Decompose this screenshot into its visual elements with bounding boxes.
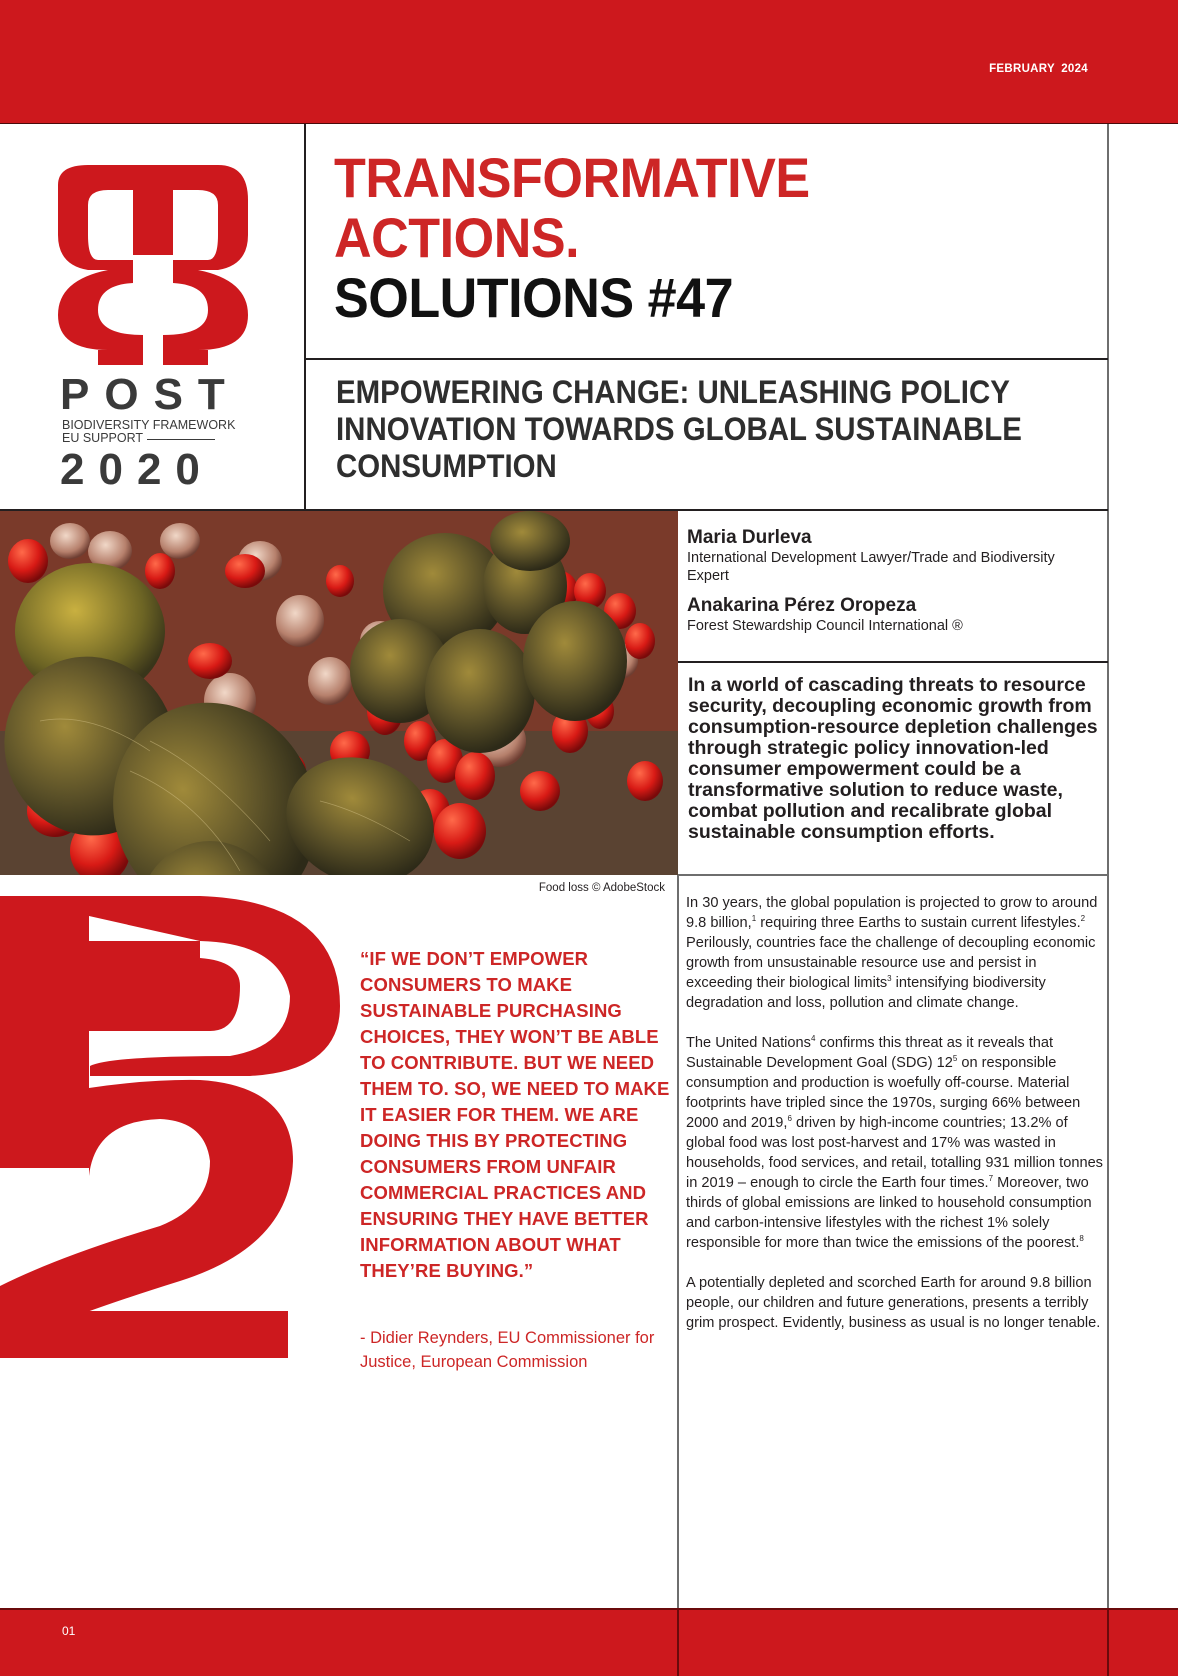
author-item [687, 527, 1097, 585]
author-list [687, 527, 1097, 645]
author-item [687, 595, 1097, 635]
logo-subline-1: BIODIVERSITY FRAMEWORK [62, 418, 236, 432]
top-banner [0, 0, 1178, 124]
divider-body-column [677, 875, 679, 1676]
page-title [334, 148, 1041, 328]
lead-paragraph: In a world of cascading threats to resource security, decoupling economic growth from consumption-resource depletion challenges through strategic policy innovation-led consumer empowerment could be a transformative solution to reduce waste, combat pollution and recalibrate global sustainable consumption efforts. [688, 674, 1098, 843]
footer-divider [677, 1608, 679, 1676]
footer-bar [0, 1608, 1178, 1676]
title-line-3: SOLUTIONS #47 [334, 266, 734, 329]
body-paragraph-3: A potentially depleted and scorched Earth for around 9.8 billion people, our children and future generations, presents a terribly grim prospect. Evidently, business as usual is no longer tenable. [686, 1275, 1101, 1331]
quote-attribution: - Didier Reynders, EU Commissioner for Justice, European Commission [360, 1329, 655, 1371]
body-paragraph-1: In 30 years, the global population is projected to grow to around 9.8 billion,$^1$ requiring three Earths to sustain current lifestyles.$^2$ Perilously, countries face the challenge of decoupling economic growth from unsustainable resource use and persist in exceeding their biological limits$^3$ intensifying biodiversity degradation and loss, pollution and climate change. [686, 895, 1098, 1011]
logo-subtitle [62, 419, 235, 445]
article-subtitle: EMPOWERING CHANGE: UNLEASHING POLICY INNOVATION TOWARDS GLOBAL SUSTAINABLE CONSUMPTION [336, 374, 1022, 484]
footnote-ref: 8 [1079, 1234, 1084, 1243]
logo-subline-2: EU SUPPORT [62, 431, 144, 445]
pull-quote: “IF WE DON’T EMPOWER CONSUMERS TO MAKE SUSTAINABLE PURCHASING CHOICES, THEY WON’T BE ABLE TO CONTRIBUTE. BUT WE NEED THEM TO. SO, WE NEED TO MAKE IT EASIER FOR THEM. WE ARE DOING THIS BY PROTECTING CONSUMERS FROM UNFAIR COMMERCIAL PRACTICES AND ENSURING THEY HAVE BETTER INFORMATION ABOUT WHAT THEY’RE BUYING.” [360, 948, 670, 1281]
divider-title-subtitle [304, 358, 1108, 360]
title-line-1: TRANSFORMATIVE [334, 146, 810, 209]
footnote-ref: 3 [887, 974, 892, 983]
footnote-ref: 1 [751, 914, 757, 923]
footer-divider [1107, 1608, 1109, 1676]
title-line-2: ACTIONS. [334, 206, 580, 269]
footnote-ref: 2 [1080, 914, 1086, 923]
footnote-ref: 5 [952, 1054, 958, 1063]
footnote-ref: 6 [787, 1114, 792, 1123]
footnote-ref: 7 [988, 1174, 994, 1183]
body-paragraph-2: The United Nations$^4$ confirms this threat as it reveals that Sustainable Development Goal (SDG) $12^5$ on responsible consumption and production is woefully off-course. Material footprints have tripled since the 1970s, surging 66% between 2000 and 2019,$^6$ driven by high-income countries; 13.2% of global food was lost post-harvest and 17% was wasted in households, food services, and retail, totalling 931 million tonnes in 2019 – enough to circle the Earth four times.$^7$ Moreover, two thirds of global emissions are linked to household consumption and carbon-intensive lifestyles with the richest 1% solely responsible for more than twice the emissions of the poorest.$^8$ [686, 1034, 1103, 1251]
author-name: Anakarina Pérez Oropeza [687, 595, 917, 616]
issue-date: FEBRUARY 2024 [989, 63, 1088, 75]
food-loss-photo [0, 511, 678, 875]
logo-year: 2020 [60, 445, 214, 494]
big-decorative-glyph-icon [0, 886, 340, 1596]
logo-post: POST [60, 370, 240, 419]
divider-header-left [304, 124, 306, 511]
divider-authors-lead [678, 661, 1108, 663]
divider-lead-body [678, 874, 1108, 876]
divider-right-edge [1107, 124, 1109, 1676]
author-role: Forest Stewardship Council International ® [687, 618, 963, 634]
photo-caption: Food loss © AdobeStock [538, 882, 665, 894]
author-role: International Development Lawyer/Trade and Biodiversity Expert [687, 550, 1055, 584]
logo-mark-icon [48, 165, 258, 365]
article-body [686, 893, 1106, 1353]
food-loss-image [0, 511, 678, 875]
footnote-ref: 4 [810, 1034, 816, 1043]
author-name: Maria Durleva [687, 527, 812, 548]
page-number: 01 [62, 1624, 76, 1638]
